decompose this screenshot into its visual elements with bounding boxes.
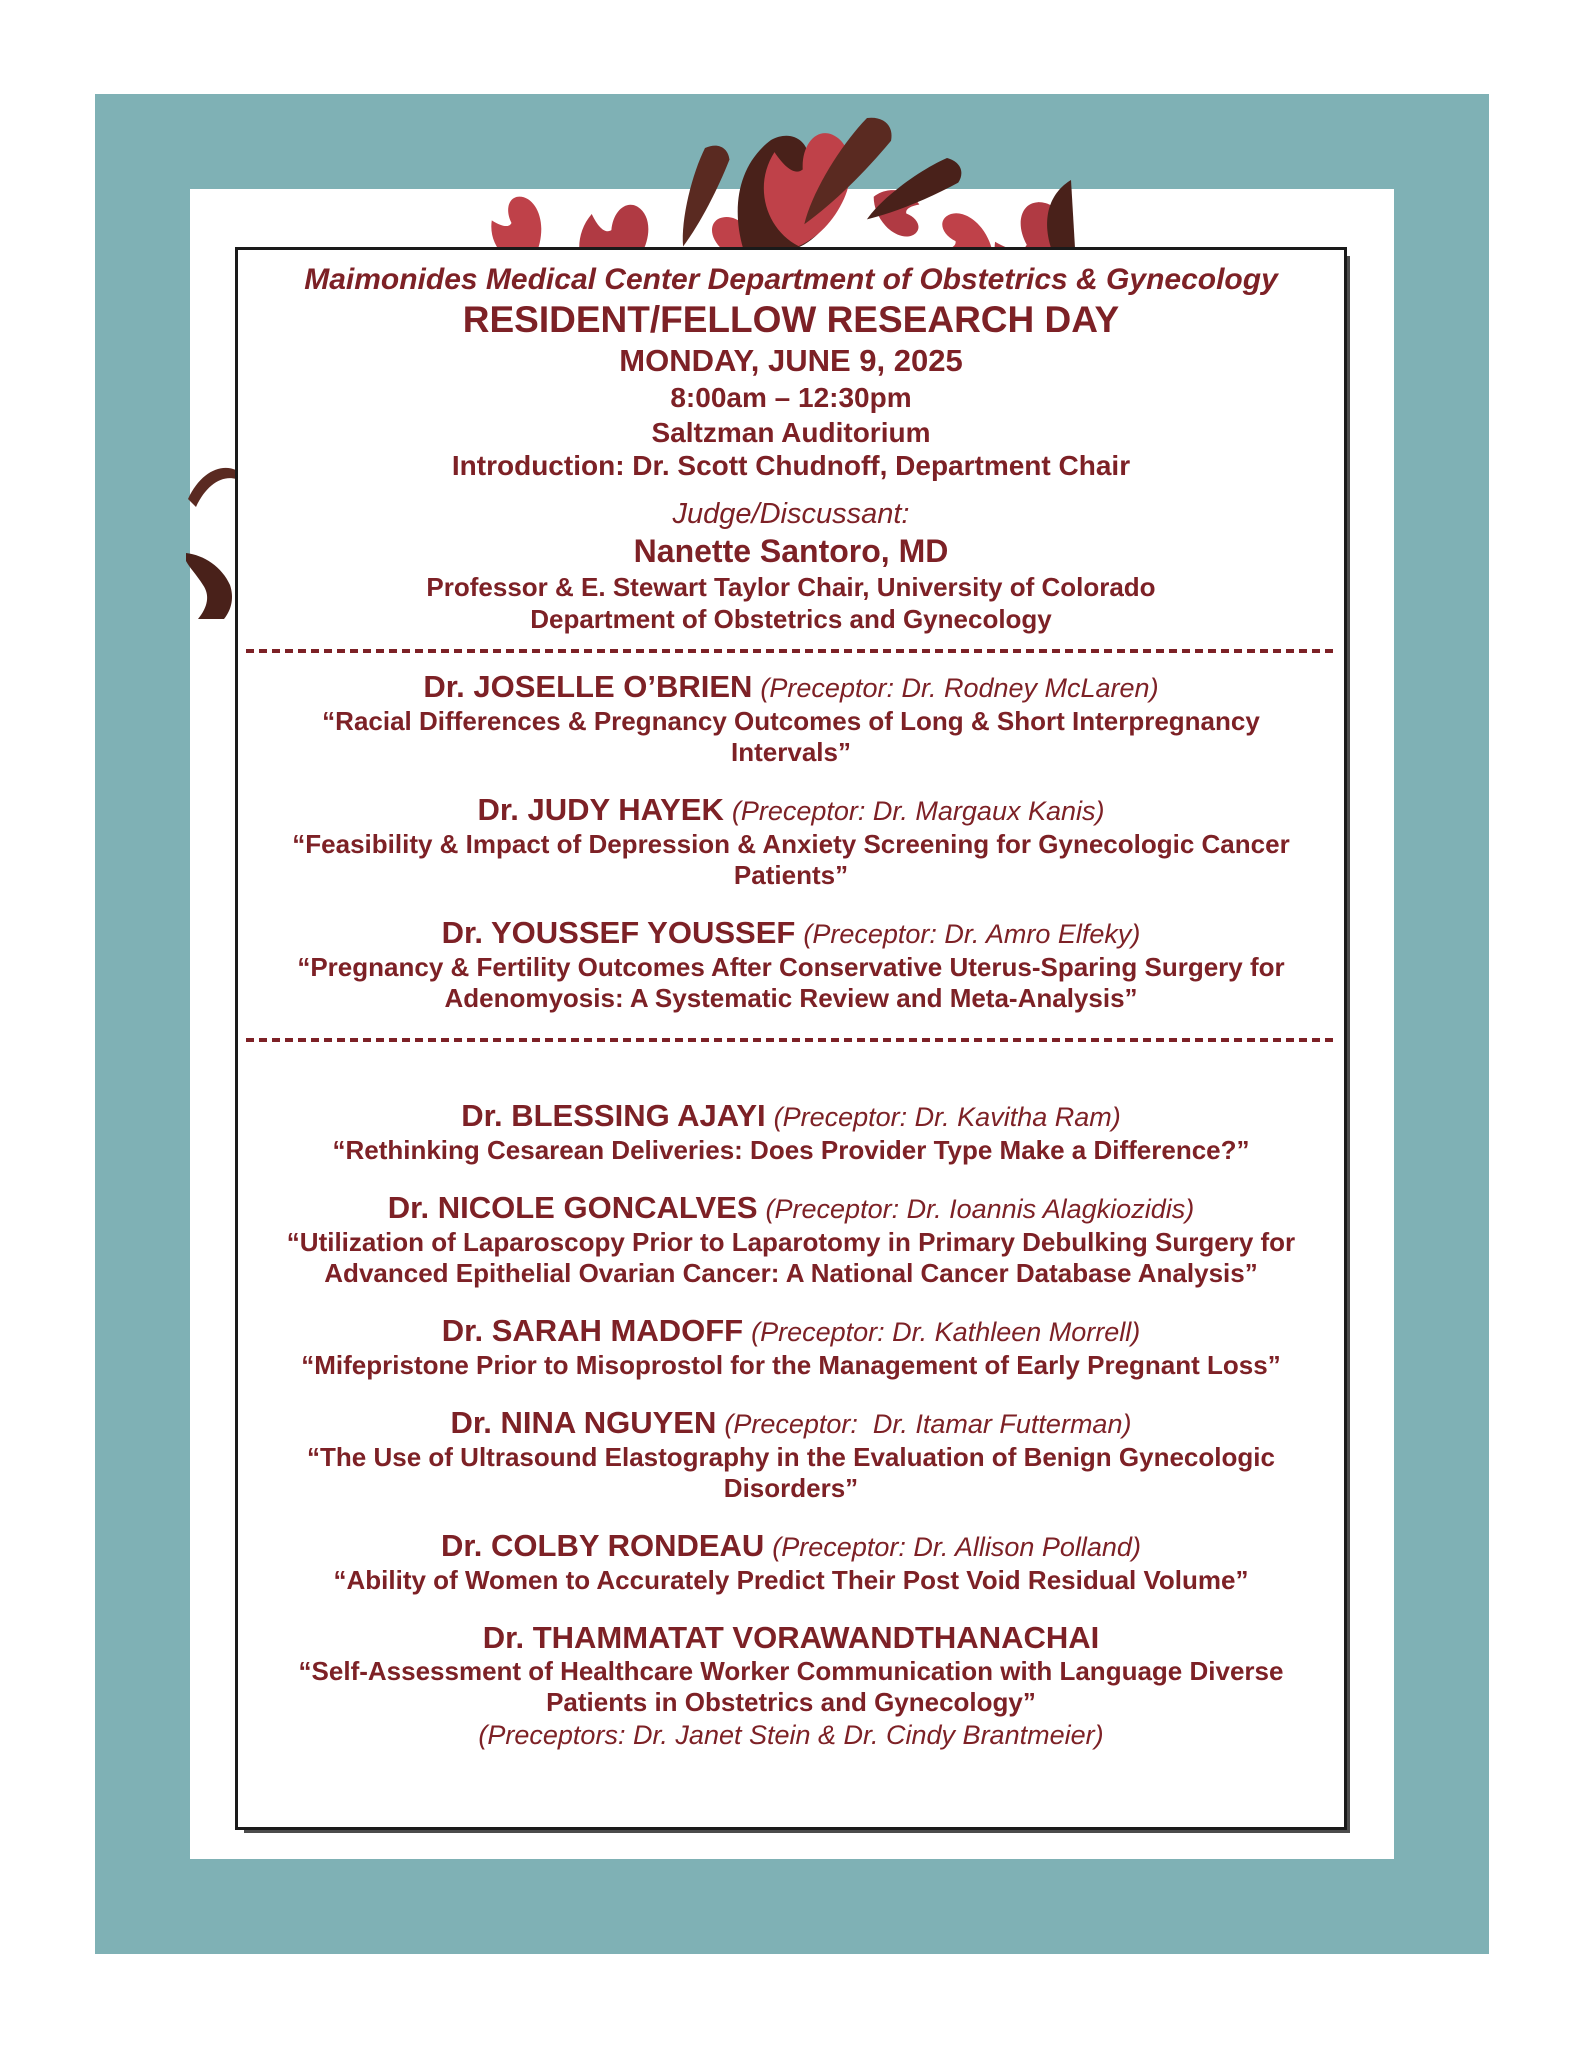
presenter-name: Dr. JUDY HAYEK [477,792,724,827]
presentation-entry [238,1620,1344,1752]
presentation-group-2 [238,1098,1344,1752]
presenter-name: Dr. NINA NGUYEN [450,1405,717,1440]
organization-line: Maimonides Medical Center Department of Obstetrics & Gynecology [304,263,1278,296]
entry-name-line [238,792,1344,829]
presentation-entry [238,1405,1344,1504]
presentation-entry [238,1313,1344,1381]
presentation-title: “Utilization of Laparoscopy Prior to Laparotomy in Primary Debulking Surgery for Advanced Epithelial Ovarian Cancer: A National Cancer Database Analysis” [286,1227,1296,1288]
presentation-title: “Rethinking Cesarean Deliveries: Does Provider Type Make a Difference?” [332,1135,1250,1165]
event-time: 8:00am – 12:30pm [670,382,912,413]
event-date: MONDAY, JUNE 9, 2025 [619,343,963,378]
entry-name-line [238,915,1344,952]
presenter-name: Dr. THAMMATAT VORAWANDTHANACHAI [482,1620,1100,1655]
entry-name-line [238,1098,1344,1135]
dashed-divider [246,1038,1336,1042]
preceptor-label: (Preceptor: Dr. Ioannis Alagkiozidis) [765,1194,1195,1224]
judge-name: Nanette Santoro, MD [633,533,949,569]
program-box [235,247,1347,1830]
presentation-entry [238,1190,1344,1289]
presenter-name: Dr. COLBY RONDEAU [441,1528,765,1563]
preceptor-label: (Preceptor: Dr. Allison Polland) [772,1532,1141,1562]
presenter-name: Dr. YOUSSEF YOUSSEF [441,915,796,950]
preceptor-label: (Preceptor: Dr. Itamar Futterman) [724,1409,1132,1439]
flower-arrangement-icon [455,88,1075,248]
judge-role-label: Judge/Discussant: [672,498,910,530]
presentation-entry [238,1528,1344,1596]
dashed-divider [246,649,1336,653]
preceptor-label: (Preceptor: Dr. Kathleen Morrell) [751,1317,1141,1347]
presenter-name: Dr. BLESSING AJAYI [461,1098,766,1133]
event-venue: Saltzman Auditorium [651,417,931,448]
presentation-entry [238,915,1344,1014]
stem-curl-icon [186,455,238,620]
introduction-line: Introduction: Dr. Scott Chudnoff, Department Chair [451,450,1131,481]
entry-name-line [238,1620,1344,1656]
presentation-group-1 [238,669,1344,1014]
presentation-title: “Ability of Women to Accurately Predict Their Post Void Residual Volume” [333,1565,1249,1595]
presenter-name: Dr. SARAH MADOFF [441,1313,744,1348]
judge-department: Department of Obstetrics and Gynecology [530,604,1052,634]
entry-name-line [238,1405,1344,1442]
presenter-name: Dr. JOSELLE O’BRIEN [423,669,753,704]
presentation-entry [238,792,1344,891]
event-title: RESIDENT/FELLOW RESEARCH DAY [462,299,1120,340]
preceptor-label: (Preceptor: Dr. Amro Elfeky) [803,919,1141,949]
presentation-entry [238,1098,1344,1166]
judge-position: Professor & E. Stewart Taylor Chair, University of Colorado [426,572,1156,602]
preceptor-label: (Preceptor: Dr. Kavitha Ram) [773,1102,1121,1132]
preceptor-label: (Preceptor: Dr. Rodney McLaren) [760,673,1159,703]
preceptors-label: (Preceptors: Dr. Janet Stein & Dr. Cindy Brantmeier) [478,1720,1104,1750]
entry-name-line [238,1528,1344,1565]
entry-name-line [238,1313,1344,1350]
presentation-title: “Mifepristone Prior to Misoprostol for the Management of Early Pregnant Loss” [301,1350,1281,1380]
entry-name-line [238,1190,1344,1227]
presentation-entry [238,669,1344,768]
presentation-title: “Racial Differences & Pregnancy Outcomes of Long & Short Interpregnancy Intervals” [322,706,1260,767]
presentation-title: “The Use of Ultrasound Elastography in the Evaluation of Benign Gynecologic Disorders” [307,1442,1275,1503]
entry-name-line [238,669,1344,706]
presentation-title: “Pregnancy & Fertility Outcomes After Conservative Uterus-Sparing Surgery for Adenomyosis: A Systematic Review and Meta-Analysis” [297,952,1285,1013]
presentation-title: “Self-Assessment of Healthcare Worker Communication with Language Diverse Patients in Obstetrics and Gynecology” [298,1656,1284,1717]
presentation-title: “Feasibility & Impact of Depression & Anxiety Screening for Gynecologic Cancer Patients” [292,829,1290,890]
presenter-name: Dr. NICOLE GONCALVES [387,1190,758,1225]
preceptor-label: (Preceptor: Dr. Margaux Kanis) [731,796,1105,826]
